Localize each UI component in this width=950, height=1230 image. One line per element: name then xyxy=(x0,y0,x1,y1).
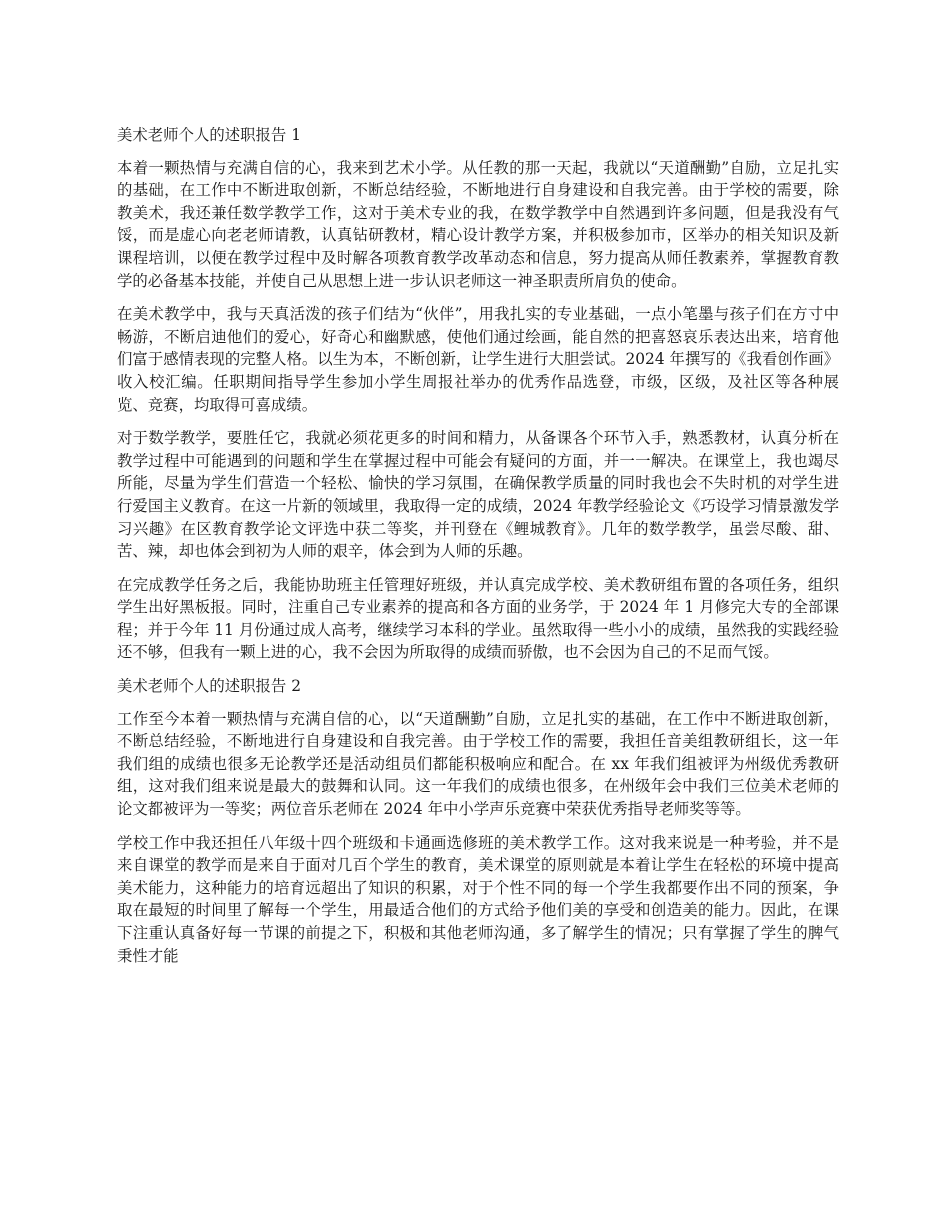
section-title: 美术老师个人的述职报告 1 xyxy=(117,126,301,144)
paragraph: 本着一颗热情与充满自信的心，我来到艺术小学。从任教的那一天起，我就以“天道酬勤”自励，立足扎实的基础，在工作中不断进取创新，不断总结经验，不断地进行自身建设和自我完善。由于学校的需要，除教美术，我还兼任数学教学工作，这对于美术专业的我，在数学教学中自然遇到许多问题，但是我没有气馁，而是虚心向老老师请教，认真钻研教材，精心设计教学方案，并积极参加市，区举办的相关知识及新课程培训，以便在教学过程中及时解各项教育教学改革动态和信息，努力提高从师任教素养，掌握教育教学的必备基本技能，并使自己从思想上进一步认识老师这一神圣职责所肩负的使命。 xyxy=(117,158,839,290)
paragraph: 对于数学教学，要胜任它，我就必须花更多的时间和精力，从备课各个环节入手，熟悉教材，认真分析在教学过程中可能遇到的问题和学生在掌握过程中可能会有疑问的方面，并一一解决。在课堂上，我也竭尽所能，尽量为学生们营造一个轻松、愉快的学习氛围，在确保教学质量的同时我也会不失时机的对学生进行爱国主义教育。在这一片新的领域里，我取得一定的成绩，2024 年教学经验论文《巧设学习情景激发学习兴趣》在区教育教学论文评选中获二等奖，并刊登在《鲤城教育》。几年的数学教学，虽尝尽酸、甜、苦、辣，却也体会到初为人师的艰辛，体会到为人师的乐趣。 xyxy=(117,429,839,561)
document-page xyxy=(117,124,839,978)
paragraph: 在美术教学中，我与天真活泼的孩子们结为“伙伴”，用我扎实的专业基础，一点小笔墨与孩子们在方寸中畅游，不断启迪他们的爱心，好奇心和幽默感，使他们通过绘画，能自然的把喜怒哀乐表达出来，培育他们富于感情表现的完整人格。以生为本，不断创新，让学生进行大胆尝试。2024 年撰写的《我看创作画》收入校汇编。任职期间指导学生参加小学生周报社举办的优秀作品选登，市级，区级，及社区等各种展览、竞赛，均取得可喜成绩。 xyxy=(117,305,839,414)
paragraph: 在完成教学任务之后，我能协助班主任管理好班级，并认真完成学校、美术教研组布置的各项任务，组织学生出好黑板报。同时，注重自己专业素养的提高和各方面的业务学，于 2024 年 1 月修完大专的全部课程；并于今年 11 月份通过成人高考，继续学习本科的学业。虽然取得一些小小的成绩，虽然我的实践经验还不够，但我有一颗上进的心，我不会因为所取得的成绩而骄傲，也不会因为自己的不足而气馁。 xyxy=(117,575,839,662)
paragraph: 学校工作中我还担任八年级十四个班级和卡通画选修班的美术教学工作。这对我来说是一种考验，并不是来自课堂的教学而是来自于面对几百个学生的教育，美术课堂的原则就是本着让学生在轻松的环境中提高美术能力，这种能力的培育远超出了知识的积累，对于个性不同的每一个学生我都要作出不同的预案，争取在最短的时间里了解每一个学生，用最适合他们的方式给予他们美的享受和创造美的能力。因此，在课下注重认真备好每一节课的前提之下，积极和其他老师沟通，多了解学生的情况；只有掌握了学生的脾气秉性才能 xyxy=(117,833,839,965)
section-2 xyxy=(117,675,839,967)
paragraph: 工作至今本着一颗热情与充满自信的心，以“天道酬勤”自励，立足扎实的基础，在工作中不断进取创新，不断总结经验，不断地进行自身建设和自我完善。由于学校工作的需要，我担任音美组教研组长，这一年我们组的成绩也很多无论教学还是活动组员们都能积极响应和配合。在 xx 年我们组被评为州级优秀教研组，这对我们组来说是最大的鼓舞和认同。这一年我们的成绩也很多，在州级年会中我们三位美术老师的论文都被评为一等奖；两位音乐老师在 2024 年中小学声乐竞赛中荣获优秀指导老师奖等等。 xyxy=(117,709,839,819)
section-1 xyxy=(117,124,839,664)
section-title: 美术老师个人的述职报告 2 xyxy=(117,677,301,696)
